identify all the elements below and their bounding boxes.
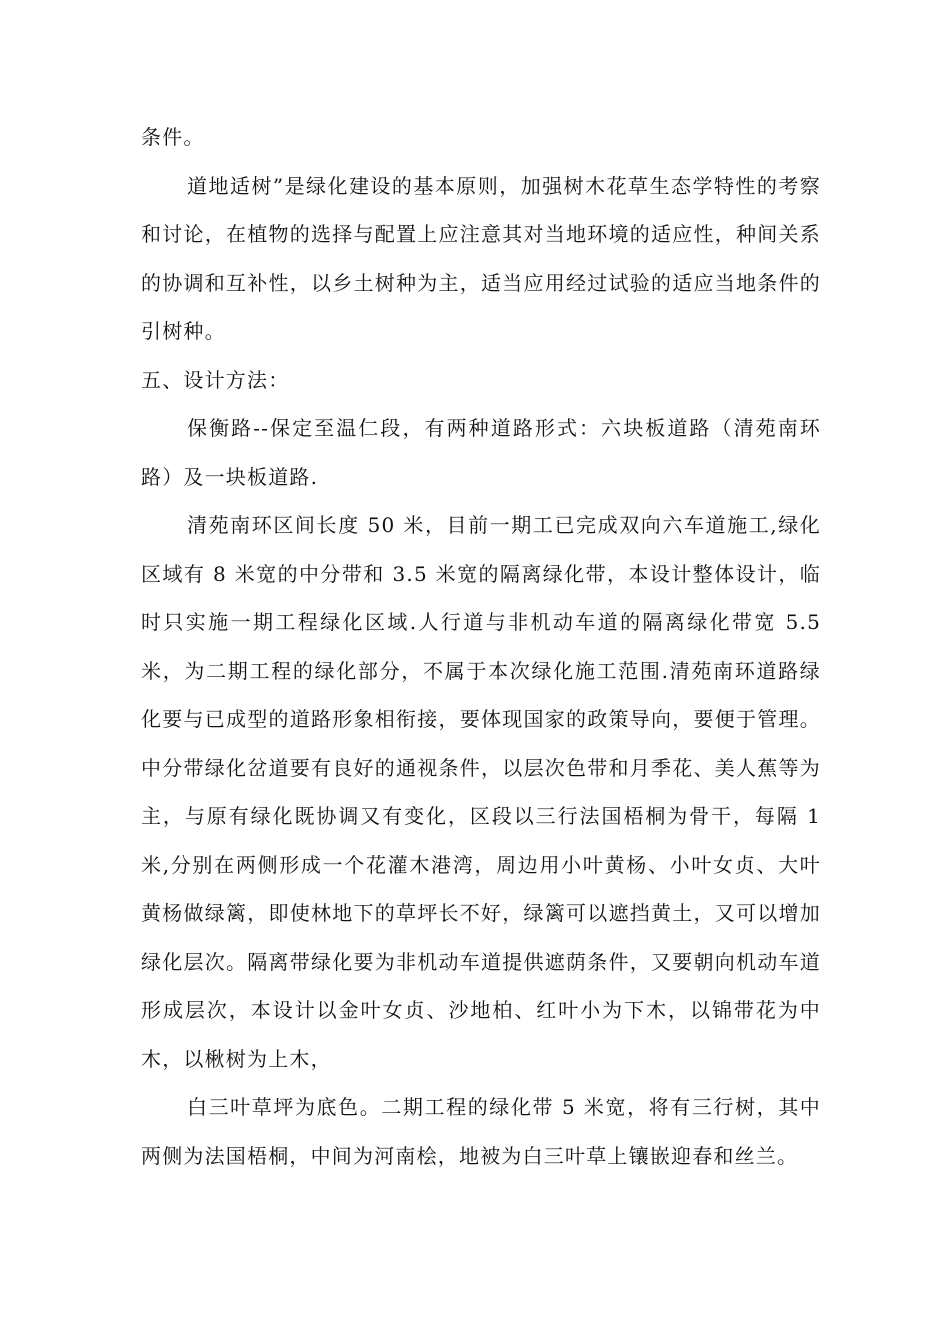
paragraph-2: 道地适树”是绿化建设的基本原则，加强树木花草生态学特性的考察和讨论，在植物的选择与配置上应注意其对当地环境的适应性，种间关系的协调和互补性，以乡土树种为主，适当应用经过试验的适应当地条件的引树种。 — [141, 173, 821, 343]
paragraph-4: 清苑南环区间长度 50 米，目前一期工已完成双向六车道施工,绿化区域有 8 米宽的中分带和 3.5 米宽的隔离绿化带，本设计整体设计，临时只实施一期工程绿化区域.人行道与非机动车道的隔离绿化带宽 5.5 米，为二期工程的绿化部分，不属于本次绿化施工范围.清苑南环道路绿化要与已成型的道路形象相衔接，要体现国家的政策导向，要便于管理。中分带绿化岔道要有良好的通视条件，以层次色带和月季花、美人蕉等为主，与原有绿化既协调又有变化，区段以三行法国梧桐为骨干，每隔 1 米,分别在两侧形成一个花灌木港湾，周边用小叶黄杨、小叶女贞、大叶黄杨做绿篱，即使林地下的草坪长不好，绿篱可以遮挡黄土，又可以增加绿化层次。隔离带绿化要为非机动车道提供遮荫条件，又要朝向机动车道形成层次，本设计以金叶女贞、沙地柏、红叶小为下木，以锦带花为中木，以楸树为上木， — [141, 513, 821, 1071]
paragraph-3: 保衡路--保定至温仁段，有两种道路形式：六块板道路（清苑南环路）及一块板道路. — [141, 416, 821, 489]
document-body — [141, 113, 821, 1180]
paragraph-5: 白三叶草坪为底色。二期工程的绿化带 5 米宽，将有三行树，其中两侧为法国梧桐，中间为河南桧，地被为白三叶草上镶嵌迎春和丝兰。 — [141, 1095, 821, 1168]
paragraph-1: 条件。 — [141, 125, 205, 149]
section-heading: 五、设计方法： — [141, 367, 290, 392]
